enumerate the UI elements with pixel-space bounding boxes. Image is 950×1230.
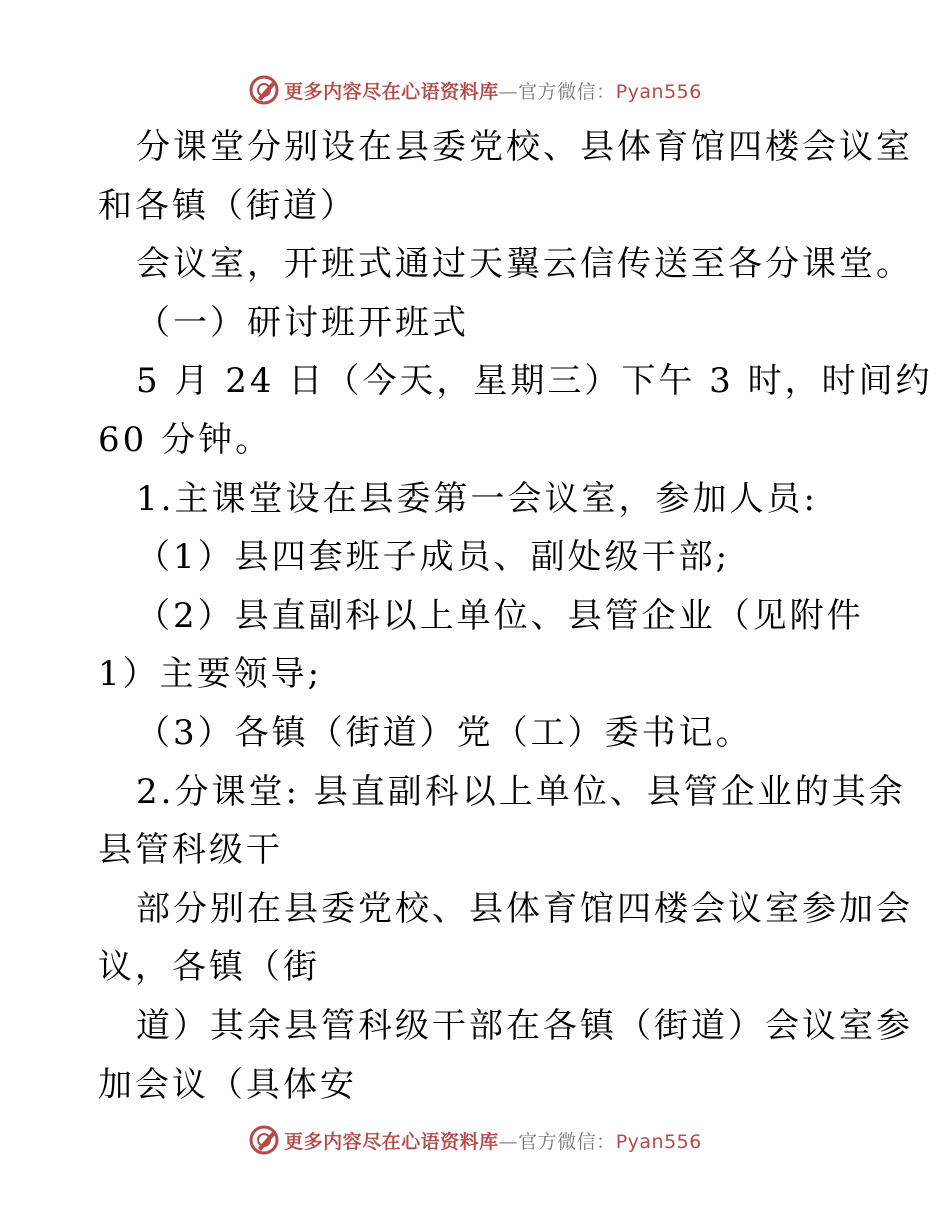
watermark-dash: — — [498, 80, 519, 103]
text-line: 部分别在县委党校、县体育馆四楼会议室参加会 — [136, 888, 913, 929]
watermark-brand: 更多内容尽在心语资料库 — [284, 80, 499, 103]
list-item: （1）县四套班子成员、副处级干部; — [136, 537, 731, 578]
watermark-dash: — — [498, 1130, 519, 1153]
footer-watermark — [0, 1120, 950, 1160]
list-item: （2）县直副科以上单位、县管企业（见附件 — [136, 595, 864, 636]
watermark-text — [284, 77, 702, 104]
list-item: （3）各镇（街道）党（工）委书记。 — [136, 712, 753, 753]
watermark-id: Pyan556 — [615, 80, 702, 103]
text-line: 加会议（具体安 — [98, 1064, 357, 1105]
watermark-brand: 更多内容尽在心语资料库 — [284, 1130, 499, 1153]
text-line: 1）主要领导; — [98, 654, 323, 695]
section-heading: （一）研讨班开班式 — [136, 302, 469, 343]
header-watermark — [0, 70, 950, 110]
text-line: 60 分钟。 — [98, 419, 273, 460]
brand-logo-icon — [248, 1124, 280, 1156]
watermark-id: Pyan556 — [615, 1130, 702, 1153]
text-line: 会议室，开班式通过天翼云信传送至各分课堂。 — [136, 244, 913, 285]
text-line: 2.分课堂: 县直副科以上单位、县管企业的其余 — [136, 771, 906, 812]
text-line: 县管科级干 — [98, 830, 283, 871]
text-line: 和各镇（街道） — [98, 185, 357, 226]
text-line: 议，各镇（街 — [98, 947, 320, 988]
document-body — [98, 118, 933, 1114]
text-line: 道）其余县管科级干部在各镇（街道）会议室参 — [136, 1005, 913, 1046]
text-line: 1.主课堂设在县委第一会议室，参加人员: — [136, 478, 818, 519]
text-line: 5 月 24 日（今天，星期三）下午 3 时，时间约 — [136, 361, 933, 402]
text-line: 分课堂分别设在县委党校、县体育馆四楼会议室 — [136, 127, 913, 167]
watermark-sub: 官方微信： — [518, 1130, 616, 1153]
watermark-text — [284, 1127, 702, 1154]
brand-logo-icon — [248, 74, 280, 106]
watermark-sub: 官方微信： — [518, 80, 616, 103]
